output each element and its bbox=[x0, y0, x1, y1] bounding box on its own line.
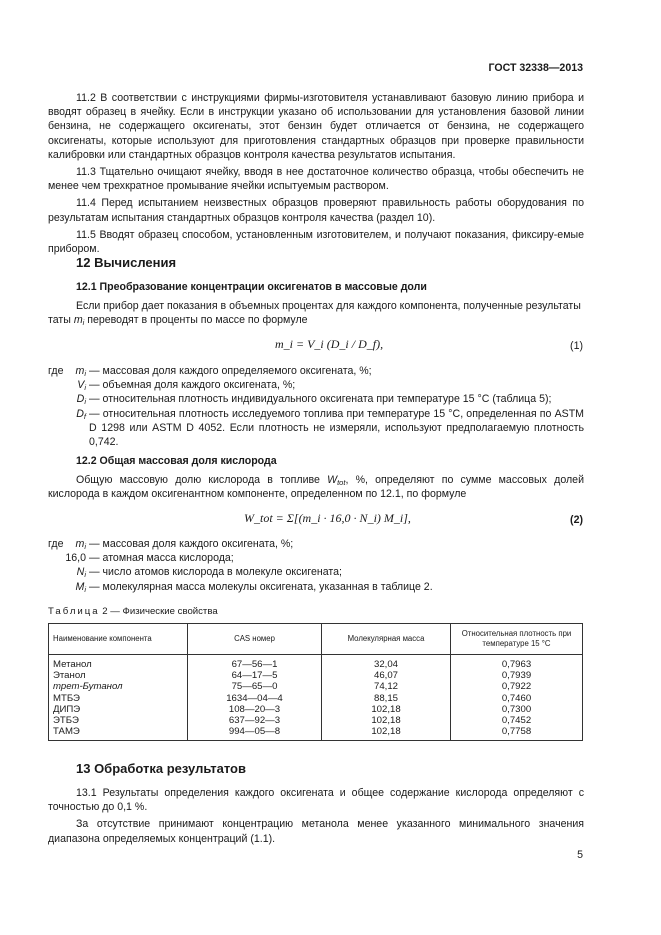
def-text: — число атомов кислорода в молекуле оксигената; bbox=[89, 566, 342, 579]
symbol-w: W bbox=[327, 474, 338, 486]
cell-name: ДИПЭ bbox=[49, 704, 188, 715]
column-header: CAS номер bbox=[188, 624, 322, 655]
def-text: — массовая доля каждого определяемого оксигената, %; bbox=[89, 365, 372, 377]
paragraph-11-3: 11.3 Тщательно очищают ячейку, вводя в нее достаточное количество образца, чтобы обеспечить не менее чем трехкратное промывание ячейки испытуемым раствором. bbox=[48, 166, 584, 193]
paragraph-11-4: 11.4 Перед испытанием неизвестных образцов проверяют правильность работы оборудования по результатам испытания стандартных образцов контроля качества (раздел 10). bbox=[48, 197, 584, 224]
def-text: — относительная плотность исследуемого топлива при температуре 15 °С, определенная по ASTM D 1298 или ASTM D 4052. Если плотность не измеряли, используют предполагаемую плотность 0,742. bbox=[89, 407, 584, 448]
where-label: где bbox=[48, 365, 64, 377]
section-13-heading: 13 Обработка результатов bbox=[76, 761, 246, 776]
definitions-1 bbox=[48, 364, 584, 449]
def-symbol: $D_i$ bbox=[76, 393, 86, 407]
cell-cas: 64—17—5 bbox=[188, 670, 322, 681]
definition-row bbox=[48, 392, 584, 406]
page-number: 5 bbox=[577, 849, 583, 861]
table-row bbox=[49, 693, 583, 704]
cell-density: 0,7939 bbox=[451, 670, 583, 681]
cell-mass: 102,18 bbox=[322, 704, 451, 715]
cell-mass: 102,18 bbox=[322, 715, 451, 726]
intro-part: , %, определяют по сумме массовых долей кислорода в каждом оксигенантном компоненте, определенном по 12.1, по формуле bbox=[48, 474, 584, 501]
cell-density: 0,7758 bbox=[451, 726, 583, 741]
cell-cas: 108—20—3 bbox=[188, 704, 322, 715]
table-row bbox=[49, 726, 583, 741]
table-caption bbox=[48, 605, 218, 619]
def-symbol: $N_i$ bbox=[76, 566, 86, 580]
symbol-m: m bbox=[73, 314, 83, 327]
cell-density: 0,7300 bbox=[451, 704, 583, 715]
cell-name: трет-Бутанол bbox=[49, 681, 188, 692]
section-11-text bbox=[48, 91, 584, 259]
def-text: — объемная доля каждого оксигената, %; bbox=[89, 379, 296, 392]
document-header: ГОСТ 32338—2013 bbox=[488, 62, 583, 74]
column-header: Относительная плотность при температуре 15 °С bbox=[451, 624, 583, 655]
definition-row bbox=[48, 407, 584, 449]
def-symbol: $M_i$ bbox=[75, 580, 86, 594]
definition-row bbox=[48, 378, 584, 392]
table-caption-text: 2 — Физические свойства bbox=[102, 606, 218, 617]
definition-row bbox=[48, 537, 584, 551]
formula-1-number: (1) bbox=[570, 340, 583, 352]
section-12-1-heading: 12.1 Преобразование концентрации оксигенатов в массовые доли bbox=[76, 281, 427, 293]
intro-word: таты bbox=[48, 314, 71, 327]
cell-name: МТБЭ bbox=[49, 693, 188, 704]
table-header-row bbox=[49, 624, 583, 655]
table-row bbox=[49, 704, 583, 715]
cell-name: Метанол bbox=[49, 655, 188, 671]
def-symbol: $V_i$ bbox=[77, 379, 86, 393]
cell-cas: 994—05—8 bbox=[188, 726, 322, 741]
formula-2-number: (2) bbox=[570, 514, 583, 526]
table-caption-label: Таблица bbox=[48, 606, 100, 617]
cell-mass: 32,04 bbox=[322, 655, 451, 671]
cell-name: Этанол bbox=[49, 670, 188, 681]
def-symbol: $m_i$ bbox=[75, 365, 86, 378]
column-header: Молекулярная масса bbox=[322, 624, 451, 655]
paragraph-13-2: За отсутствие принимают концентрацию метанола менее указанного минимального значения диапазона определяемых концентраций (1.1). bbox=[48, 818, 584, 845]
def-text: — массовая доля каждого оксигената, %; bbox=[89, 538, 294, 550]
intro-tail: переводят в проценты по массе по формуле bbox=[87, 314, 308, 327]
section-13-text bbox=[48, 786, 584, 849]
def-symbol: $D_f$ bbox=[76, 407, 86, 421]
paragraph-11-2: 11.2 В соответствии с инструкциями фирмы-изготовителя устанавливают базовую линию прибора и вводят образец в ячейку. Если в инструкции указано об использовании для установления базовой линии бензина, не содержащего оксигенаты, этот бензин будет отличается от бензина, не содержащего оксигенаты, которые используют для приготовления стандартных образцов при проверке правильности калибровки или стандартных образцов контроля качества результатов испытания. bbox=[48, 92, 584, 161]
column-header: Наименование компонента bbox=[49, 624, 188, 655]
table-row bbox=[49, 715, 583, 726]
table-row bbox=[49, 670, 583, 681]
where-label: где bbox=[48, 538, 64, 550]
symbol-sub: tot bbox=[337, 478, 346, 487]
cell-cas: 75—65—0 bbox=[188, 681, 322, 692]
cell-density: 0,7963 bbox=[451, 655, 583, 671]
definition-row bbox=[48, 364, 584, 378]
cell-cas: 637—92—3 bbox=[188, 715, 322, 726]
cell-cas: 1634—04—4 bbox=[188, 693, 322, 704]
formula-2: W_tot = Σ[(m_i · 16,0 · N_i) M_i], bbox=[244, 511, 411, 525]
cell-name: ЭТБЭ bbox=[49, 715, 188, 726]
def-symbol: 16,0 bbox=[65, 552, 86, 565]
def-text: — атомная масса кислорода; bbox=[89, 552, 234, 565]
definition-row bbox=[48, 551, 584, 565]
paragraph-11-5: 11.5 Вводят образец способом, установленным изготовителем, и получают показания, фиксиру-емые прибором. bbox=[48, 228, 584, 256]
cell-cas: 67—56—1 bbox=[188, 655, 322, 671]
cell-mass: 74,12 bbox=[322, 681, 451, 692]
section-12-2-heading: 12.2 Общая массовая доля кислорода bbox=[76, 455, 277, 467]
def-text: — молекулярная масса молекулы оксигената, указанная в таблице 2. bbox=[89, 580, 433, 593]
cell-mass: 88,15 bbox=[322, 693, 451, 704]
section-12-1-intro bbox=[48, 299, 584, 327]
table-row bbox=[49, 655, 583, 671]
section-12-2-intro bbox=[48, 473, 584, 501]
section-12-heading: 12 Вычисления bbox=[76, 255, 177, 270]
cell-name: ТАМЭ bbox=[49, 726, 188, 741]
definitions-2 bbox=[48, 537, 584, 594]
cell-mass: 46,07 bbox=[322, 670, 451, 681]
paragraph-13-1: 13.1 Результаты определения каждого оксигената и общее содержание кислорода определяют с точностью до 0,1 %. bbox=[48, 787, 584, 814]
cell-density: 0,7922 bbox=[451, 681, 583, 692]
definition-row bbox=[48, 580, 584, 594]
intro-line-1: Если прибор дает показания в объемных процентах для каждого компонента, полученные результаты bbox=[76, 300, 581, 312]
symbol-sub: i bbox=[82, 318, 85, 328]
formula-1: m_i = V_i (D_i / D_f), bbox=[275, 337, 384, 351]
def-text: — относительная плотность индивидуального оксигената при температуре 15 °С (таблица 5); bbox=[89, 393, 552, 406]
cell-mass: 102,18 bbox=[322, 726, 451, 741]
table-row bbox=[49, 681, 583, 692]
def-symbol: $m_i$ bbox=[75, 538, 86, 551]
cell-density: 0,7452 bbox=[451, 715, 583, 726]
intro-paragraph bbox=[48, 473, 584, 501]
cell-density: 0,7460 bbox=[451, 693, 583, 704]
definition-row bbox=[48, 565, 584, 579]
physical-properties-table bbox=[48, 623, 583, 741]
intro-line-2 bbox=[48, 313, 584, 327]
intro-part: Общую массовую долю кислорода в топливе bbox=[76, 474, 320, 486]
